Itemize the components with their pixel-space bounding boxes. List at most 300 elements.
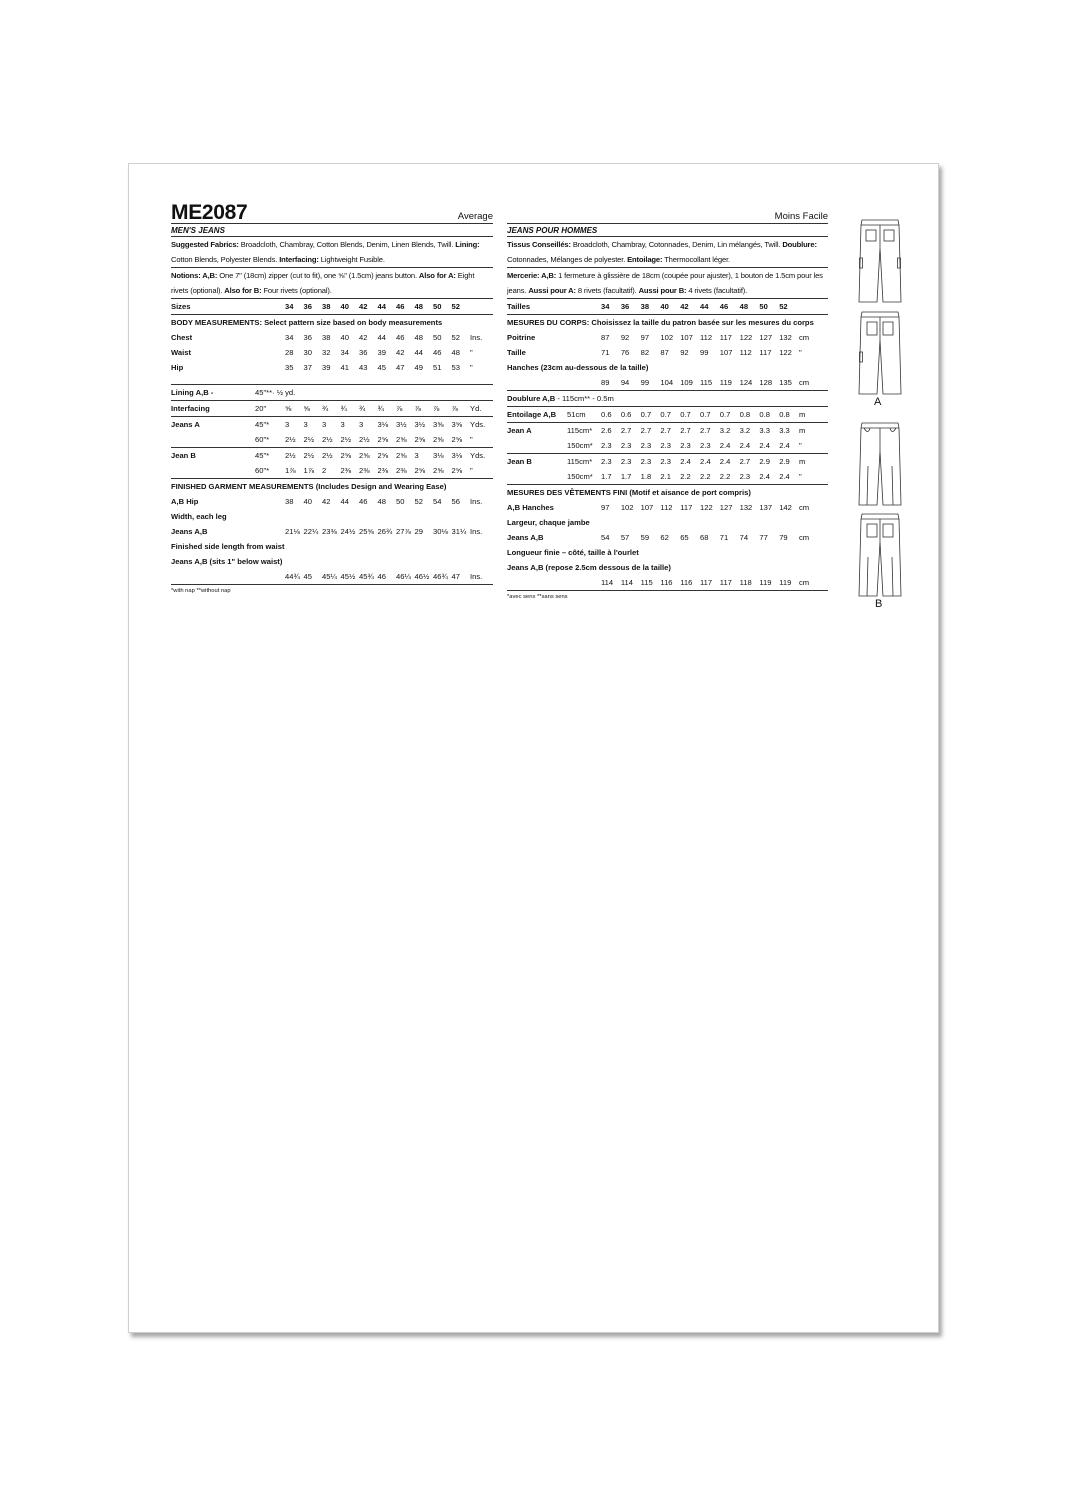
table-cell: 2½	[341, 432, 360, 448]
notions-paragraph	[171, 268, 493, 299]
lining-label: Doublure:	[782, 240, 817, 249]
view-label-b: B	[875, 598, 883, 610]
also-b-text: 4 rivets (facultatif).	[688, 286, 748, 295]
table-cell: Longueur finie – côté, taille à l'ourlet	[507, 548, 639, 557]
table-cell: 26¾	[377, 526, 393, 536]
table-cell: 1⅞	[285, 463, 304, 479]
table-cell: Largeur, chaque jambe	[507, 518, 590, 527]
table-row	[507, 345, 828, 360]
table-cell: 92	[680, 348, 689, 357]
table-cell: 99	[641, 375, 661, 391]
table-cell: 59	[640, 533, 650, 542]
table-cell	[507, 469, 567, 485]
interfacing-text: Lightweight Fusible.	[320, 255, 385, 264]
footnote: *avec sens **sans sens	[507, 594, 568, 600]
table-cell: 3⅝	[451, 419, 463, 429]
table-cell: 0.7	[641, 407, 661, 423]
table-cell: 46¾	[433, 569, 452, 585]
table-cell: Taille	[507, 348, 526, 357]
table-cell: 1.8	[641, 469, 661, 485]
table-cell: 76	[620, 348, 630, 357]
table-cell: 0.7	[680, 407, 700, 423]
table-cell: 102	[620, 503, 634, 512]
table-cell: 21⅛	[285, 526, 300, 536]
table-cell: 2.4	[720, 438, 740, 454]
notions-paragraph	[507, 268, 828, 299]
table-cell: 53	[451, 363, 460, 372]
table-cell: cm	[798, 533, 810, 542]
table-row	[507, 423, 828, 439]
table-cell: 44	[700, 299, 720, 315]
also-b-text: Four rivets (optional).	[263, 286, 332, 295]
table-cell: 127	[719, 503, 733, 512]
table-cell: "	[470, 432, 493, 448]
table-cell: 2.7	[640, 426, 652, 435]
jeans-a-front-illustration	[856, 218, 904, 304]
table-row	[507, 560, 828, 575]
table-cell: 38	[285, 496, 294, 506]
size-cell: 42	[359, 299, 378, 315]
table-cell: 3	[359, 419, 364, 429]
table-cell: 117	[680, 503, 693, 512]
table-cell: 36	[621, 299, 641, 315]
table-cell: FINISHED GARMENT MEASUREMENTS (Includes Design and Wearing Ease)	[171, 481, 447, 491]
table-cell: 2.9	[779, 457, 790, 466]
jeans-b-back-illustration	[856, 512, 904, 598]
lining-text: Cotonnades, Mélanges de polyester.	[507, 255, 626, 264]
table-cell: 2⅝	[433, 432, 452, 448]
table-cell: 2.7	[620, 426, 632, 435]
size-chart-table	[171, 299, 493, 585]
table-cell: 34	[340, 348, 349, 357]
table-cell: 112	[700, 333, 713, 342]
table-cell: 99	[700, 348, 709, 357]
table-cell: 46	[359, 496, 368, 506]
table-cell: 2⅝	[396, 432, 415, 448]
table-cell: Yds.	[470, 419, 486, 429]
table-row	[507, 545, 828, 560]
table-row	[171, 554, 493, 569]
table-cell: 40	[340, 333, 349, 342]
notions-label: Notions: A,B:	[171, 271, 218, 280]
table-cell: 46½	[415, 569, 434, 585]
table-cell: 27⅞	[396, 526, 411, 536]
view-label-a: A	[874, 396, 882, 408]
lining-row	[171, 384, 493, 400]
table-cell: 92	[620, 333, 630, 342]
size-cell: 36	[304, 299, 323, 315]
table-cell: 52	[779, 299, 799, 315]
table-cell: 45¾	[359, 569, 378, 585]
table-cell: 0.7	[700, 407, 720, 423]
table-cell: cm	[798, 503, 810, 512]
table-cell: 23⅜	[322, 526, 337, 536]
table-cell: ⅝	[304, 400, 323, 416]
table-row	[171, 447, 493, 463]
table-cell: Jean A	[507, 426, 532, 435]
interfacing-label: Interfacing:	[279, 255, 319, 264]
table-cell: 39	[322, 363, 331, 372]
table-cell: 49	[414, 363, 423, 372]
table-cell: MESURES DES VÊTEMENTS FINI (Motif et aisance de port compris)	[507, 488, 751, 497]
table-cell: 2.7	[680, 426, 691, 435]
size-cell: 50	[433, 299, 452, 315]
table-cell: 2.2	[720, 469, 740, 485]
table-cell: 142	[779, 503, 792, 512]
table-row	[507, 375, 828, 391]
table-cell: 30⅛	[433, 526, 448, 536]
table-cell: 62	[660, 533, 669, 542]
table-cell: 2⅝	[340, 450, 352, 460]
table-cell: 54	[601, 533, 610, 542]
table-cell: 2.3	[660, 457, 671, 466]
table-cell: 119	[720, 375, 740, 391]
also-a-text: Eight rivets (optional).	[171, 271, 475, 295]
table-cell: 150cm*	[567, 469, 601, 485]
table-cell: 116	[660, 575, 680, 591]
table-cell: 102	[660, 333, 674, 342]
table-cell: 0.7	[660, 407, 680, 423]
table-cell: 3.2	[719, 426, 731, 435]
table-cell: 2½	[304, 432, 323, 448]
table-cell: 2.6	[601, 426, 612, 435]
table-cell: 2.3	[620, 457, 632, 466]
table-cell: 117	[700, 575, 720, 591]
table-cell: Jeans A,B (sits 1" below waist)	[171, 556, 283, 566]
table-cell: 0.6	[601, 407, 621, 423]
table-cell: 97	[601, 503, 610, 512]
table-cell: 137	[759, 503, 773, 512]
table-cell: 2.3	[621, 438, 641, 454]
also-b-label: Aussi pour B:	[638, 286, 687, 295]
table-cell: 109	[680, 375, 700, 391]
table-cell: 0.8	[759, 407, 779, 423]
table-cell: 3.2	[739, 426, 751, 435]
table-cell: 97	[640, 333, 650, 342]
table-row	[171, 360, 493, 375]
table-cell: Entoilage A,B	[507, 407, 567, 423]
table-cell: 51cm	[567, 407, 601, 423]
table-cell: ⅞	[396, 400, 415, 416]
garment-title: MEN'S JEANS	[171, 224, 493, 237]
table-cell: 87	[660, 348, 669, 357]
header	[171, 200, 493, 224]
table-cell: 3	[340, 419, 345, 429]
table-cell: 87	[601, 333, 610, 342]
table-cell: 117	[759, 348, 772, 357]
table-cell: 0.8	[740, 407, 760, 423]
table-cell: Yds.	[470, 450, 486, 460]
table-cell: 122	[779, 348, 792, 357]
table-cell: 42	[680, 299, 700, 315]
table-cell: 45½	[341, 569, 360, 585]
table-cell: 3⅝	[433, 419, 444, 429]
size-cell: 40	[341, 299, 360, 315]
table-cell: m	[798, 426, 806, 435]
fabrics-label: Tissus Conseillés:	[507, 240, 571, 249]
table-cell: 2.2	[700, 469, 720, 485]
table-row	[171, 509, 493, 524]
table-cell: 117	[719, 333, 732, 342]
table-cell: 2.7	[660, 426, 671, 435]
table-cell: 2.3	[700, 438, 720, 454]
table-cell: 0.8	[779, 407, 799, 423]
table-row	[507, 500, 828, 515]
table-row	[171, 432, 493, 448]
table-cell: ⅝	[285, 400, 304, 416]
table-cell: 150cm*	[567, 438, 601, 454]
table-cell: 48	[740, 299, 760, 315]
table-cell: 2½	[322, 432, 341, 448]
table-cell	[171, 463, 255, 479]
table-cell: 2½	[359, 432, 378, 448]
table-cell: 51	[433, 363, 442, 372]
table-cell: 2.3	[640, 457, 652, 466]
size-chart-table	[507, 299, 828, 591]
table-cell: cm	[799, 375, 828, 391]
table-cell: 2.4	[740, 438, 760, 454]
table-cell: 65	[680, 533, 689, 542]
difficulty-level: Average	[457, 211, 493, 222]
table-cell: 29	[414, 526, 423, 536]
table-cell: 24½	[340, 526, 356, 536]
table-cell: 45"*	[255, 450, 270, 460]
sizes-row	[171, 299, 493, 315]
table-cell: 46	[433, 348, 442, 357]
table-cell: 2½	[285, 432, 304, 448]
table-row	[507, 575, 828, 591]
table-cell: 22¼	[303, 526, 319, 536]
table-cell: 107	[680, 333, 693, 342]
table-cell: Jeans A,B (repose 2.5cm dessous de la taille)	[507, 563, 671, 572]
table-row	[507, 469, 828, 485]
lining-text: Cotton Blends, Polyester Blends.	[171, 255, 278, 264]
table-cell: 3⅛	[451, 450, 463, 460]
table-cell: 2⅝	[377, 450, 389, 460]
table-cell: 45	[377, 363, 386, 372]
table-cell: 2.4	[719, 457, 731, 466]
footnote: *with nap **without nap	[171, 587, 231, 594]
sizes-label: Tailles	[507, 299, 601, 315]
size-cell: 46	[396, 299, 415, 315]
table-cell: 1.7	[601, 469, 621, 485]
table-cell: 45¼	[322, 569, 341, 585]
body-measurements-heading	[171, 315, 493, 331]
table-row	[171, 569, 493, 585]
table-row	[507, 360, 828, 375]
table-cell: 2.7	[700, 426, 711, 435]
table-row	[171, 524, 493, 539]
table-cell: 77	[759, 533, 768, 542]
table-cell: 48	[414, 333, 423, 342]
table-cell: 116	[680, 575, 700, 591]
table-row	[171, 345, 493, 360]
table-cell: "	[798, 348, 802, 357]
table-cell: 1.7	[621, 469, 641, 485]
notions-label: Mercerie: A,B:	[507, 271, 557, 280]
table-cell: Finished side length from waist	[171, 541, 285, 551]
table-row	[171, 494, 493, 509]
table-cell: Ins.	[470, 333, 483, 342]
table-cell: 2.3	[680, 438, 700, 454]
table-cell: 2.4	[779, 438, 799, 454]
table-cell: 34	[601, 299, 621, 315]
sizes-label: Sizes	[171, 299, 285, 315]
sizes-row	[507, 299, 828, 315]
table-cell: 2½	[285, 450, 296, 460]
table-cell: 132	[739, 503, 753, 512]
table-cell: 60"*	[255, 432, 285, 448]
table-cell: 115	[700, 375, 720, 391]
table-cell: 115	[641, 575, 661, 591]
table-cell: 47	[396, 363, 405, 372]
table-cell: 127	[759, 333, 773, 342]
table-cell: 42	[396, 348, 405, 357]
table-cell: Ins.	[470, 526, 483, 536]
table-cell: m	[799, 407, 828, 423]
table-cell: ¾	[359, 400, 378, 416]
table-cell: 2.7	[739, 457, 751, 466]
table-cell: 2⅝	[378, 432, 397, 448]
header	[507, 200, 828, 224]
table-cell: Ins.	[470, 496, 483, 506]
table-cell: 82	[640, 348, 650, 357]
table-cell: 132	[779, 333, 792, 342]
notions-text: 1 fermeture à glissière de 18cm (coupée pour ajuster), 1 bouton de 1.5cm pour les jeans.	[507, 271, 823, 295]
interfacing-row	[507, 407, 828, 423]
table-cell: 47	[452, 569, 471, 585]
table-cell: 25⅝	[359, 526, 374, 536]
table-cell: 2.3	[601, 438, 621, 454]
table-cell: m	[798, 457, 806, 466]
table-cell: 46	[378, 569, 397, 585]
size-cell: 38	[322, 299, 341, 315]
table-cell: 119	[779, 575, 799, 591]
size-cell: 52	[452, 299, 471, 315]
table-cell: 40	[303, 496, 312, 506]
table-cell: 135	[779, 375, 799, 391]
table-cell: A,B Hip	[171, 496, 199, 506]
table-cell: 60"*	[255, 463, 285, 479]
table-cell: Hip	[171, 363, 184, 372]
table-row	[507, 438, 828, 454]
table-cell: 2⅝	[415, 432, 434, 448]
table-cell: A,B Hanches	[507, 503, 554, 512]
table-cell: 54	[433, 496, 442, 506]
jeans-a-back-illustration	[856, 310, 904, 396]
table-cell: 71	[719, 533, 729, 542]
table-cell: 2.4	[759, 469, 779, 485]
table-cell: Hanches (23cm au-dessous de la taille)	[507, 363, 649, 372]
also-a-label: Also for A:	[418, 271, 456, 280]
table-cell: 2⅜	[341, 463, 360, 479]
english-column	[171, 200, 493, 594]
table-cell: 40	[660, 299, 680, 315]
table-cell: 2⅝	[452, 463, 471, 479]
table-cell: 32	[322, 348, 331, 357]
table-cell: 68	[700, 533, 709, 542]
french-column	[507, 200, 828, 600]
table-cell: 71	[601, 348, 610, 357]
table-cell: 2⅝	[396, 450, 407, 460]
table-cell: 114	[621, 575, 641, 591]
table-row	[171, 463, 493, 479]
table-cell: Width, each leg	[171, 511, 227, 521]
table-cell: 2⅝	[359, 450, 370, 460]
table-cell: 44	[340, 496, 349, 506]
interfacing-text: Thermocollant léger.	[664, 255, 730, 264]
table-cell: 74	[739, 533, 749, 542]
table-cell: 46	[396, 333, 405, 342]
table-cell: Waist	[171, 348, 191, 357]
table-cell: 2.3	[641, 438, 661, 454]
table-cell: Jean B	[171, 450, 196, 460]
table-cell: 119	[759, 575, 779, 591]
table-cell: 50	[759, 299, 779, 315]
fabrics-paragraph	[507, 237, 828, 268]
table-cell: 39	[377, 348, 386, 357]
table-cell: "	[470, 348, 473, 357]
size-cell: 48	[415, 299, 434, 315]
table-cell: 37	[303, 363, 312, 372]
table-row	[507, 330, 828, 345]
table-cell: ⅞	[452, 400, 471, 416]
table-cell: 112	[739, 348, 752, 357]
interfacing-label: Entoilage:	[627, 255, 663, 264]
table-cell: 2.4	[680, 457, 691, 466]
table-cell: 3½	[414, 419, 426, 429]
table-cell: 2.3	[601, 457, 612, 466]
table-row	[507, 515, 828, 530]
table-cell: 45"*	[255, 419, 270, 429]
interfacing-row	[171, 400, 493, 416]
finished-measurements-heading	[507, 485, 828, 501]
table-cell: 115cm*	[567, 426, 593, 435]
fabrics-text: Broadcloth, Chambray, Cotton Blends, Denim, Linen Blends, Twill.	[240, 240, 454, 249]
table-cell: MESURES DU CORPS: Choisissez la taille du patron basée sur les mesures du corps	[507, 318, 814, 327]
table-cell: 3.3	[779, 426, 790, 435]
table-cell: 31¼	[451, 526, 467, 536]
table-cell: 44¾	[285, 569, 304, 585]
table-cell: Ins.	[470, 569, 493, 585]
table-cell	[507, 438, 567, 454]
lining-row: Doublure A,B - 115cm** - 0.5m	[507, 391, 828, 407]
table-cell: 46	[720, 299, 740, 315]
table-cell: 2.4	[759, 438, 779, 454]
table-cell: Jeans A,B	[507, 533, 544, 542]
table-cell: 46¼	[396, 569, 415, 585]
fabrics-label: Suggested Fabrics:	[171, 240, 239, 249]
table-cell: 114	[601, 575, 621, 591]
table-row	[507, 454, 828, 470]
table-cell: Lining A,B -	[171, 384, 255, 400]
table-cell: 50	[433, 333, 442, 342]
table-cell: Jean B	[507, 457, 532, 466]
table-cell: 45	[304, 569, 323, 585]
table-cell: 79	[779, 533, 788, 542]
table-cell: 2.9	[759, 457, 770, 466]
table-cell: "	[470, 463, 493, 479]
table-cell: 36	[359, 348, 368, 357]
pattern-code: ME2087	[171, 201, 248, 224]
table-cell: 2.4	[700, 457, 711, 466]
garment-title: JEANS POUR HOMMES	[507, 224, 828, 237]
table-cell: Jeans A,B	[171, 526, 208, 536]
table-cell: 20"	[255, 400, 285, 416]
table-cell: 1⅞	[304, 463, 323, 479]
table-row	[171, 416, 493, 432]
table-cell: 2⅜	[359, 463, 378, 479]
